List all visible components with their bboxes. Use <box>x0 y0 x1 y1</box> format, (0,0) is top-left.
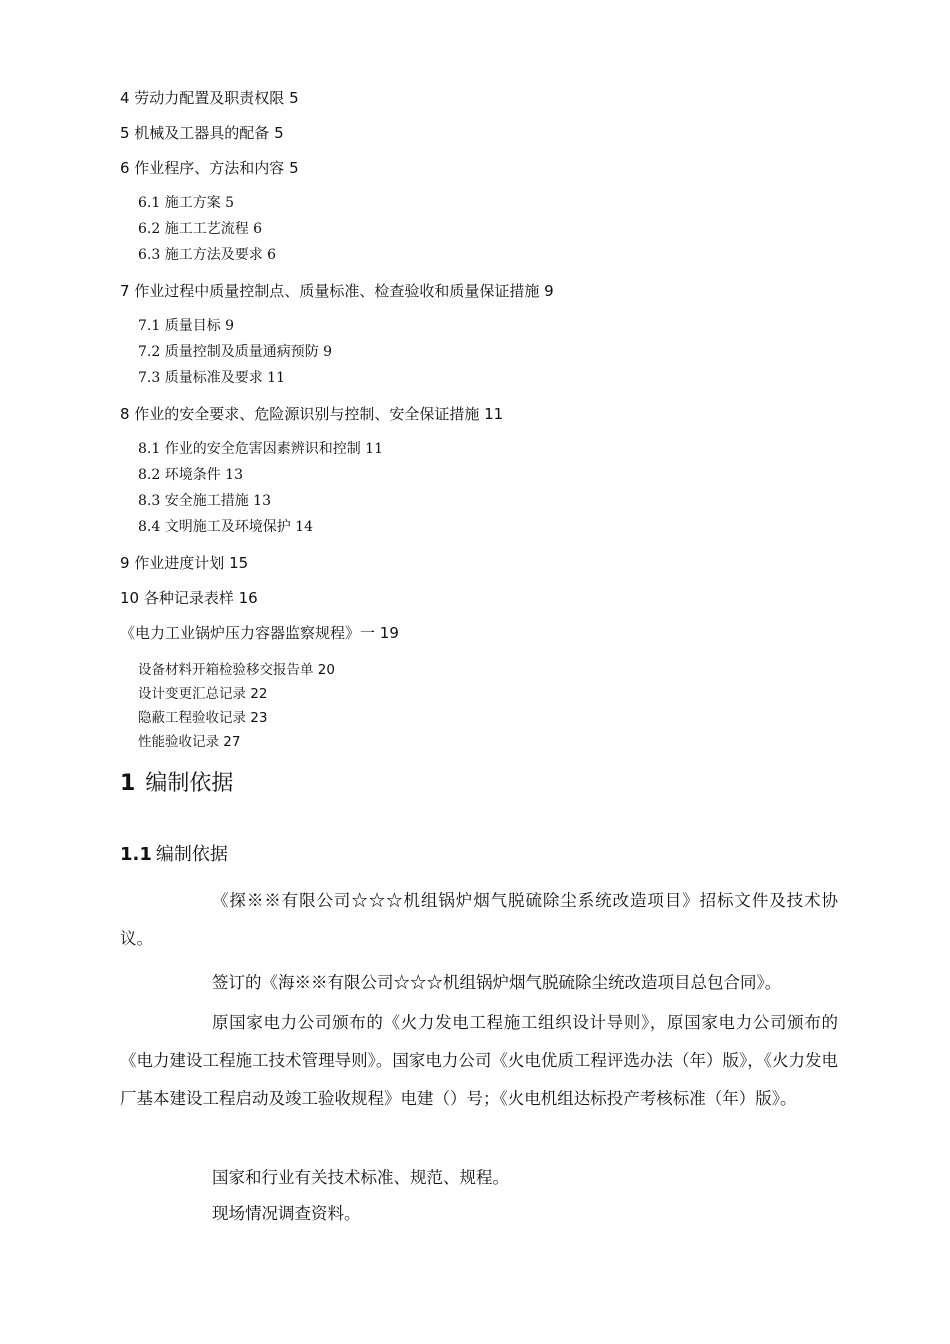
toc-item-7: 7 作业过程中质量控制点、质量标准、检查验收和质量保证措施 9 <box>120 282 554 300</box>
section-1-number: 1 <box>120 771 136 796</box>
toc-item-design-change: 设计变更汇总记录 22 <box>138 686 268 702</box>
section-1-1-heading <box>120 843 228 867</box>
toc-item-8: 8 作业的安全要求、危险源识别与控制、安全保证措施 11 <box>120 405 504 423</box>
paragraph-tender: 《探※※有限公司☆☆☆机组锅炉烟气脱硫除尘系统改造项目》招标文件及技术协议。 <box>120 891 838 948</box>
paragraph-contract: 签订的《海※※有限公司☆☆☆机组锅炉烟气脱硫除尘统改造项目总包合同》。 <box>212 973 782 992</box>
toc-item-equipment-report: 设备材料开箱检验移交报告单 20 <box>138 662 335 678</box>
toc-item-7-2: 7.2 质量控制及质量通病预防 9 <box>138 344 333 360</box>
toc-item-6-2: 6.2 施工工艺流程 6 <box>138 221 263 237</box>
toc-item-6: 6 作业程序、方法和内容 5 <box>120 159 299 177</box>
toc-item-6-1: 6.1 施工方案 5 <box>138 195 235 211</box>
toc-item-hidden-works: 隐蔽工程验收记录 23 <box>138 710 268 726</box>
toc-item-8-2: 8.2 环境条件 13 <box>138 467 243 483</box>
toc-item-8-4: 8.4 文明施工及环境保护 14 <box>138 519 313 535</box>
section-1-title: 编制依据 <box>145 771 234 796</box>
toc-item-6-3: 6.3 施工方法及要求 6 <box>138 247 277 263</box>
toc-item-performance: 性能验收记录 27 <box>138 734 241 750</box>
toc-item-4: 4 劳动力配置及职责权限 5 <box>120 89 299 107</box>
section-1-1-number: 1.1 <box>120 844 152 865</box>
toc-item-9: 9 作业进度计划 15 <box>120 554 249 572</box>
toc-item-10: 10 各种记录表样 16 <box>120 589 258 607</box>
toc-item-7-3: 7.3 质量标准及要求 11 <box>138 370 285 386</box>
toc-item-8-3: 8.3 安全施工措施 13 <box>138 493 271 509</box>
paragraph-site-survey: 现场情况调查资料。 <box>212 1204 361 1223</box>
section-1-heading <box>120 770 233 798</box>
toc-item-5: 5 机械及工器具的配备 5 <box>120 124 284 142</box>
paragraph-guidelines: 原国家电力公司颁布的《火力发电工程施工组织设计导则》，原国家电力公司颁布的《电力建设工程施工技术管理导则》。国家电力公司《火电优质工程评选办法（年）版》，《火力发电厂基本建设工程启动及竣工验收规程》电建（）号；《火电机组达标投产考核标准（年）版》。 <box>120 1013 838 1108</box>
toc-item-8-1: 8.1 作业的安全危害因素辨识和控制 11 <box>138 441 383 457</box>
paragraph-standards: 国家和行业有关技术标准、规范、规程。 <box>212 1168 509 1187</box>
section-1-1-title: 编制依据 <box>155 844 228 865</box>
toc-item-7-1: 7.1 质量目标 9 <box>138 318 235 334</box>
toc-item-regulation: 《电力工业锅炉压力容器监察规程》一 19 <box>120 624 399 642</box>
